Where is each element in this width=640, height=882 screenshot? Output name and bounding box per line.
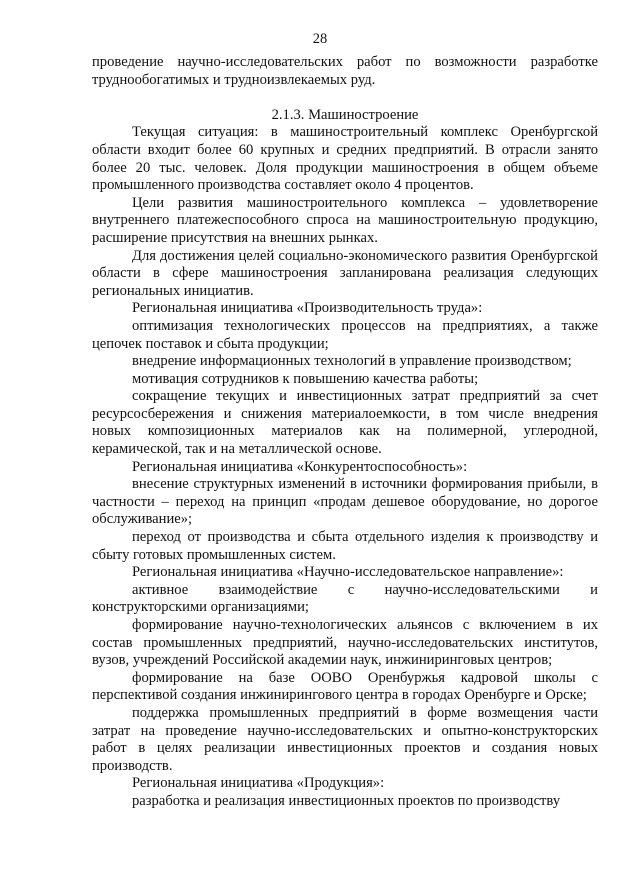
page-number: 28: [312, 31, 328, 47]
paragraph-current-situation: Текущая ситуация: в машиностроительный комплекс Оренбургской области входит более 60 крупных и средних предприятий. В отрасли занято более 20 тыс. человек. Доля продукции машиностроения в общем объеме промышленного производства составляет около 4 процентов.: [92, 124, 598, 194]
list-item: мотивация сотрудников к повышению качества работы;: [132, 370, 479, 387]
list-item: формирование научно-технологических альянсов с включением в их состав промышленных предприятий, научно-исследовательских институтов, вузов, учреждений Российской академии наук, инжиниринговых центров;: [92, 617, 598, 669]
paragraph-initiatives-intro: Для достижения целей социально-экономического развития Оренбургской области в сфере машиностроения запланирована реализация следующих региональных инициатив.: [92, 247, 598, 299]
list-item: разработка и реализация инвестиционных проектов по производству: [132, 792, 561, 809]
list-item: внесение структурных изменений в источники формирования прибыли, в частности – переход на принцип «продам дешевое оборудование, но дорогое обслуживание»;: [92, 476, 598, 528]
list-item: сокращение текущих и инвестиционных затрат предприятий за счет ресурсосбережения и снижения материалоемкости, в том числе внедрения новых композиционных материалов как на полимерной, углеродной, керамической, так и на металлической основе.: [92, 388, 598, 458]
paragraph-continuation: проведение научно-исследовательских работ по возможности разработке труднообогатимых и трудноизвлекаемых руд.: [92, 54, 598, 88]
initiative-heading-products: Региональная инициатива «Продукция»:: [132, 775, 385, 792]
initiative-heading-competitiveness: Региональная инициатива «Конкурентоспособность»:: [132, 458, 468, 475]
list-item: поддержка промышленных предприятий в форме возмещения части затрат на проведение научно-исследовательских и опытно-конструкторских работ в целях реализации инвестиционных проектов и создания новых производств.: [92, 704, 598, 774]
initiative-heading-productivity: Региональная инициатива «Производительность труда»:: [132, 300, 483, 317]
paragraph-development-goals: Цели развития машиностроительного комплекса – удовлетворение внутреннего платежеспособного спроса на машиностроительную продукцию, расширение присутствия на внешних рынках.: [92, 194, 598, 246]
list-item: внедрение информационных технологий в управление производством;: [132, 353, 572, 370]
list-item: активное взаимодействие с научно-исследовательскими и конструкторскими организациями;: [92, 581, 598, 616]
list-item: оптимизация технологических процессов на предприятиях, а также цепочек поставок и сбыта продукции;: [92, 317, 598, 352]
document-body: [92, 54, 598, 811]
list-item: переход от производства и сбыта отдельного изделия к производству и сбыту готовых промышленных систем.: [92, 529, 598, 563]
initiative-heading-research: Региональная инициатива «Научно-исследовательское направление»:: [132, 564, 564, 581]
section-heading: 2.1.3. Машиностроение: [271, 106, 419, 123]
list-item: формирование на базе ООВО Оренбуржья кадровой школы с перспективой создания инжинирингового центра в городах Оренбурге и Орске;: [92, 669, 598, 704]
